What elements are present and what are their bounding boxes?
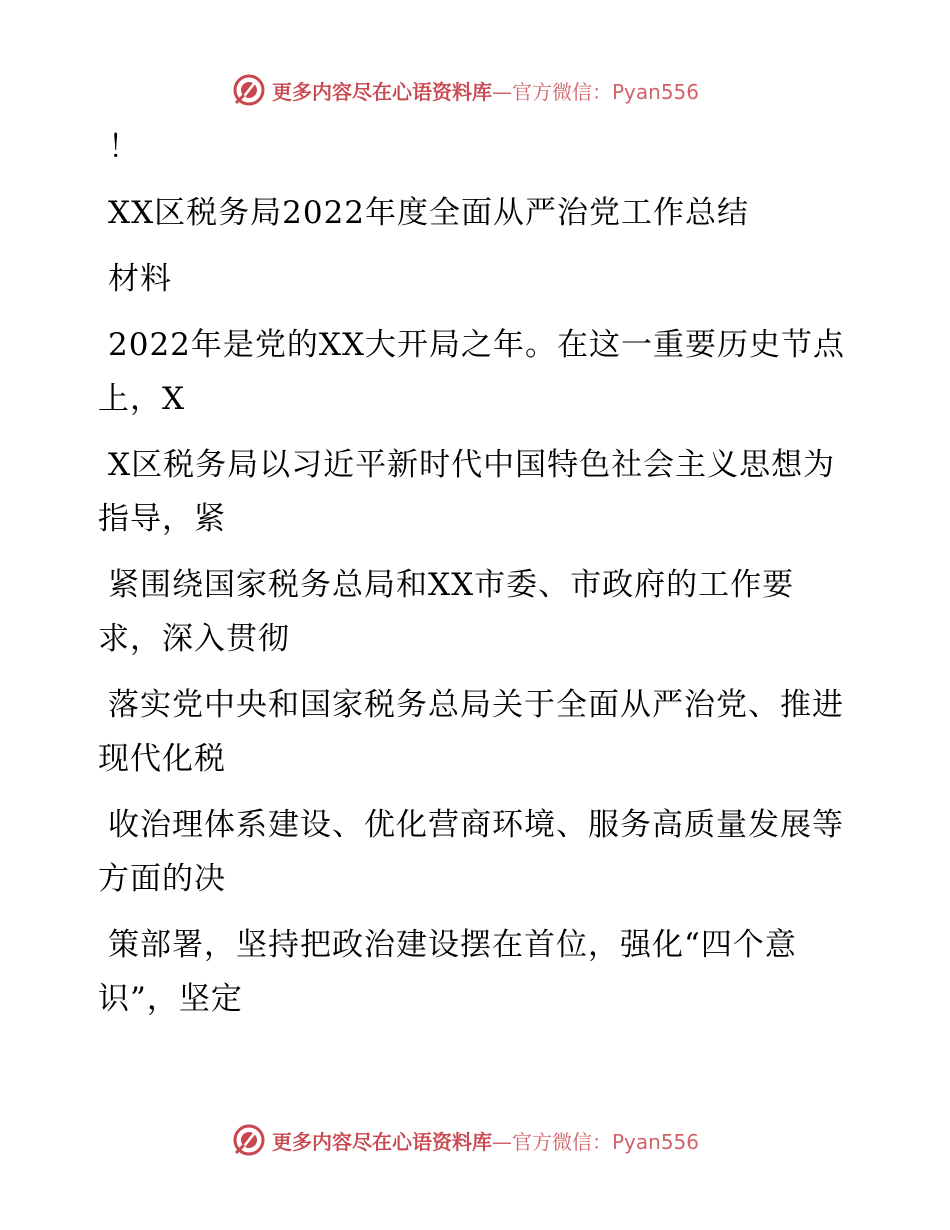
paragraph: ！ bbox=[108, 129, 140, 165]
banner-wechat-text: —官方微信：Pyan556 bbox=[492, 79, 700, 104]
paragraph: 策部署，坚持把政治建设摆在首位，强化“四个意识”，坚定 bbox=[98, 927, 797, 1017]
header-banner bbox=[232, 70, 732, 110]
paragraph: 紧围绕国家税务总局和XX市委、市政府的工作要求，深入贯彻 bbox=[98, 567, 795, 657]
banner-site-text: 更多内容尽在心语资料库 bbox=[272, 1129, 492, 1154]
banner-site-text: 更多内容尽在心语资料库 bbox=[272, 79, 492, 104]
pen-nib-logo-icon bbox=[232, 73, 266, 107]
document-body bbox=[98, 120, 858, 1038]
paragraph: 收治理体系建设、优化营商环境、服务高质量发展等方面的决 bbox=[98, 807, 844, 897]
document-title: XX区税务局2022年度全面从严治党工作总结 bbox=[108, 195, 750, 231]
paragraph: 2022年是党的XX大开局之年。在这一重要历史节点上，X bbox=[98, 327, 846, 417]
paragraph: 落实党中央和国家税务总局关于全面从严治党、推进现代化税 bbox=[98, 687, 844, 777]
footer-banner bbox=[232, 1120, 732, 1160]
document-title-continued: 材料 bbox=[108, 261, 172, 297]
banner-wechat-text: —官方微信：Pyan556 bbox=[492, 1129, 700, 1154]
paragraph: X区税务局以习近平新时代中国特色社会主义思想为指导，紧 bbox=[98, 447, 836, 537]
pen-nib-logo-icon bbox=[232, 1123, 266, 1157]
